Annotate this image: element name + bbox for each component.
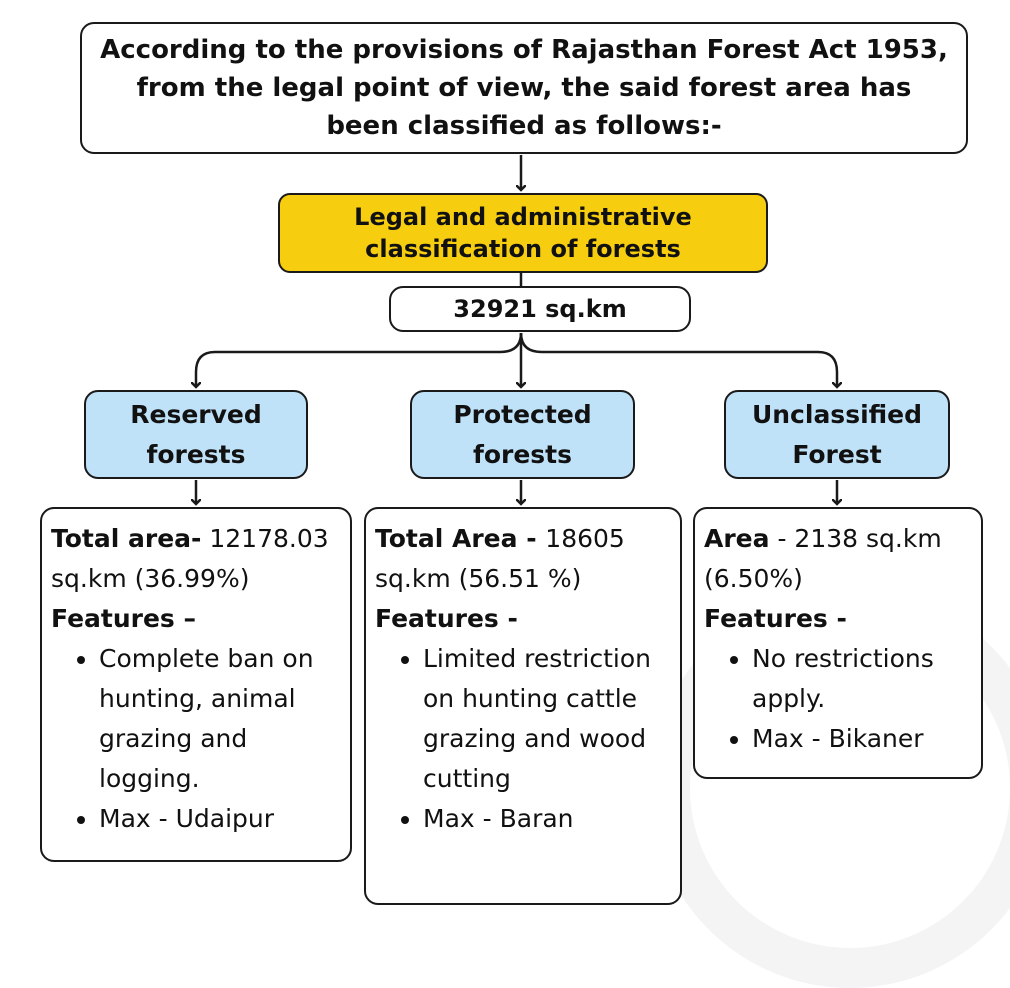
legal-classification-text: Legal and administrative classification of forests <box>354 203 692 263</box>
legal-classification-box <box>278 193 768 273</box>
reserved-area-label: Total area- <box>51 524 202 553</box>
list-item: • Max - Bikaner <box>752 719 973 759</box>
reserved-forests-box <box>84 390 308 479</box>
protected-area <box>375 519 672 599</box>
unclassified-area <box>704 519 973 599</box>
list-item: • Max - Baran <box>423 799 672 839</box>
unclassified-features-list <box>704 639 973 759</box>
reserved-title-line1: Reserved <box>130 399 262 429</box>
intro-text: According to the provisions of Rajasthan Forest Act 1953, from the legal point of view, the said forest area has been classified as follows:- <box>100 35 948 141</box>
total-area-text: 32921 sq.km <box>453 295 627 323</box>
reserved-title-line2: forests <box>146 439 246 469</box>
protected-area-value: 18605 sq.km (56.51 %) <box>375 524 625 593</box>
list-item: • Limited restriction on hunting cattle grazing and wood cutting <box>423 639 672 799</box>
list-item: • Max - Udaipur <box>99 799 342 839</box>
arrow-area-to-reserved <box>196 333 521 387</box>
unclassified-title-line1: Unclassified <box>751 399 923 429</box>
protected-features-label: Features - <box>375 604 518 633</box>
unclassified-title-line2: Forest <box>792 439 882 469</box>
unclassified-forest-box <box>724 390 950 479</box>
protected-forests-box <box>410 390 635 479</box>
unclassified-details-box <box>693 507 983 779</box>
list-item: • Complete ban on hunting, animal grazing and logging. <box>99 639 342 799</box>
protected-area-label: Total Area - <box>375 524 546 553</box>
protected-details-box <box>364 507 682 905</box>
total-area-box <box>389 286 691 332</box>
unclassified-area-value: - 2138 sq.km (6.50%) <box>704 524 942 593</box>
unclassified-features-label: Features - <box>704 604 847 633</box>
intro-box <box>80 22 968 154</box>
protected-title-line1: Protected <box>453 399 592 429</box>
reserved-details-box <box>40 507 352 862</box>
unclassified-area-label: Area <box>704 524 770 553</box>
reserved-features-list <box>51 639 342 839</box>
protected-title-line2: forests <box>472 439 573 469</box>
protected-features-list <box>375 639 672 839</box>
reserved-area <box>51 519 342 599</box>
arrow-area-to-unclassified <box>521 333 837 387</box>
reserved-features-label: Features – <box>51 604 197 633</box>
reserved-area-value: 12178.03 sq.km (36.99%) <box>51 524 329 593</box>
list-item: • No restrictions apply. <box>752 639 973 719</box>
